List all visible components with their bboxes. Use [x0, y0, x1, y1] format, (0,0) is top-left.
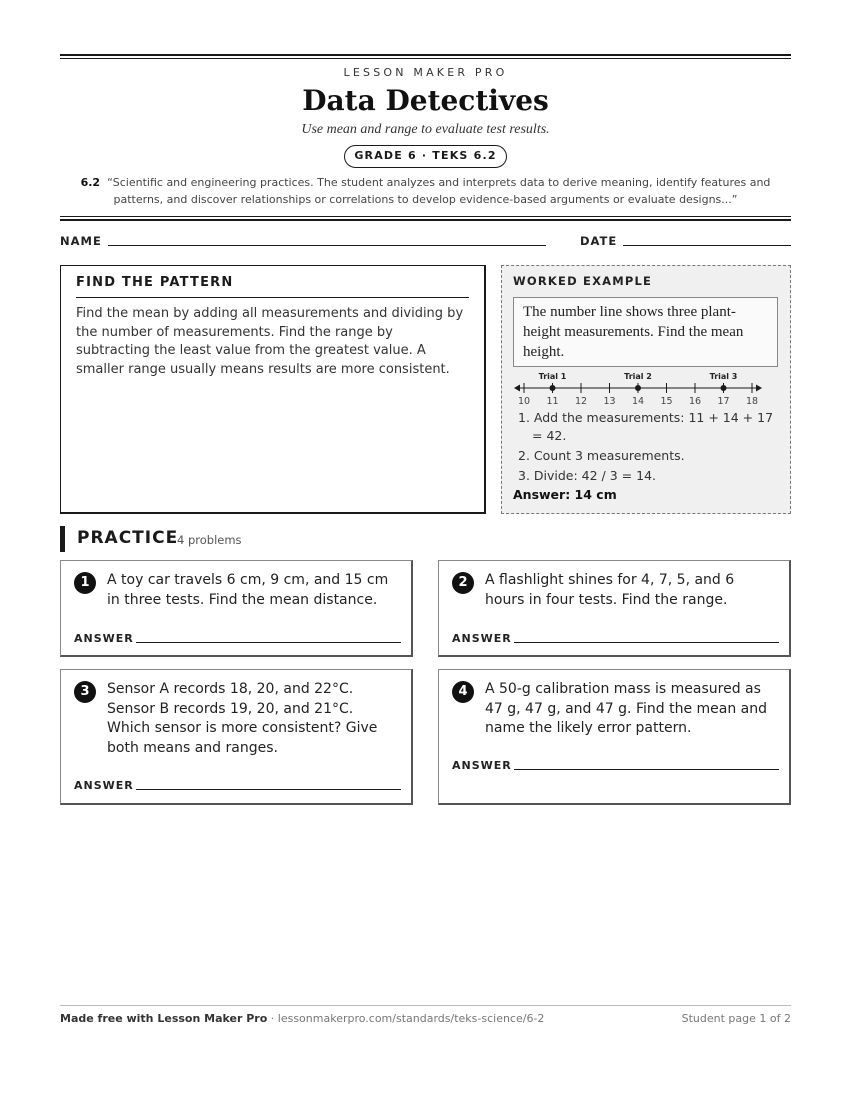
header-bottom-rule [60, 216, 791, 221]
pattern-text: Find the mean by adding all measurements and dividing by the number of measurements. Find the range by subtracting the least value from the greatest value. A smaller range usually means results are more consistent. [76, 306, 464, 377]
problem-text: A 50-g calibration mass is measured as 47 g, 47 g, and 47 g. Find the mean and name the likely error pattern. [485, 681, 767, 736]
footer-url[interactable]: · lessonmakerpro.com/standards/teks-science/6-2 [270, 1012, 545, 1025]
tick-label: 16 [688, 396, 702, 407]
problem-card-1 [60, 560, 413, 657]
practice-accent-bar [60, 526, 65, 552]
brand-name: LESSON MAKER PRO [343, 66, 508, 79]
tick-label: 10 [517, 396, 531, 407]
worked-answer: Answer: 14 cm [513, 487, 617, 502]
data-point [721, 385, 727, 391]
problem-number: 4 [452, 681, 474, 703]
answer-label: ANSWER [452, 632, 512, 645]
date-label: DATE [580, 234, 618, 248]
tick-label: 11 [546, 396, 559, 407]
problem-text: Sensor A records 18, 20, and 22°C. Sensor B records 19, 20, and 21°C. Which sensor is more consistent? Give both means and ranges. [107, 681, 378, 756]
worked-step: 1. Add the measurements: 11 + 14 + 17 = 42. [518, 410, 774, 443]
standard-code: 6.2 [80, 176, 101, 189]
problem-number: 3 [74, 681, 96, 703]
point-label: Trial 1 [538, 372, 567, 381]
page-title: Data Detectives [302, 84, 549, 117]
footer-made-with: Made free with Lesson Maker Pro [60, 1012, 268, 1025]
standard-statement [60, 174, 791, 208]
footer-page-number: Student page 1 of 2 [681, 1012, 791, 1025]
answer-field[interactable] [136, 642, 401, 643]
worked-step: 3. Divide: 42 / 3 = 14. [518, 468, 656, 483]
left-arrow-icon [514, 385, 520, 392]
pattern-heading: FIND THE PATTERN [76, 275, 469, 298]
tick-label: 13 [603, 396, 616, 407]
number-line [513, 371, 779, 409]
footer-rule [60, 1005, 791, 1006]
tick-label: 18 [745, 396, 759, 407]
tick-label: 15 [660, 396, 673, 407]
problem-text: A flashlight shines for 4, 7, 5, and 6 hours in four tests. Find the range. [485, 572, 735, 608]
standard-text: “Scientific and engineering practices. The student analyzes and interprets data to derive meaning, identify features and patterns, and discover relationships or correlations to develop evidence-based arguments or evaluate designs...” [107, 176, 771, 206]
worked-example-box [501, 265, 791, 514]
header-top-rule [60, 54, 791, 59]
name-label: NAME [60, 234, 102, 248]
problem-number: 2 [452, 572, 474, 594]
point-label: Trial 3 [709, 372, 738, 381]
worked-problem: The number line shows three plant-height measurements. Find the mean height. [513, 297, 778, 367]
answer-label: ANSWER [452, 759, 512, 772]
tick-label: 12 [574, 396, 588, 407]
name-field[interactable] [108, 245, 546, 246]
problem-text: A toy car travels 6 cm, 9 cm, and 15 cm in three tests. Find the mean distance. [107, 572, 389, 608]
problem-card-2 [438, 560, 791, 657]
worksheet-page [60, 0, 791, 1100]
data-point [550, 385, 556, 391]
answer-label: ANSWER [74, 779, 134, 792]
tick-label: 17 [717, 396, 730, 407]
answer-label: ANSWER [74, 632, 134, 645]
worked-heading: WORKED EXAMPLE [513, 274, 653, 288]
footer-credit [60, 1012, 544, 1025]
answer-field[interactable] [514, 642, 779, 643]
find-the-pattern-box [60, 265, 486, 514]
grade-badge: GRADE 6 · TEKS 6.2 [344, 145, 507, 168]
problem-card-3 [60, 669, 413, 805]
date-field[interactable] [623, 245, 791, 246]
tick-label: 14 [631, 396, 645, 407]
answer-field[interactable] [514, 769, 779, 770]
point-label: Trial 2 [624, 372, 652, 381]
problem-number: 1 [74, 572, 96, 594]
worked-steps [513, 409, 779, 485]
practice-title: PRACTICE [77, 528, 179, 548]
problem-card-4 [438, 669, 791, 805]
worked-step: 2. Count 3 measurements. [518, 448, 685, 463]
page-subtitle: Use mean and range to evaluate test results. [301, 122, 550, 137]
answer-field[interactable] [136, 789, 401, 790]
right-arrow-icon [756, 385, 762, 392]
data-point [635, 385, 641, 391]
practice-count: 4 problems [177, 533, 242, 547]
